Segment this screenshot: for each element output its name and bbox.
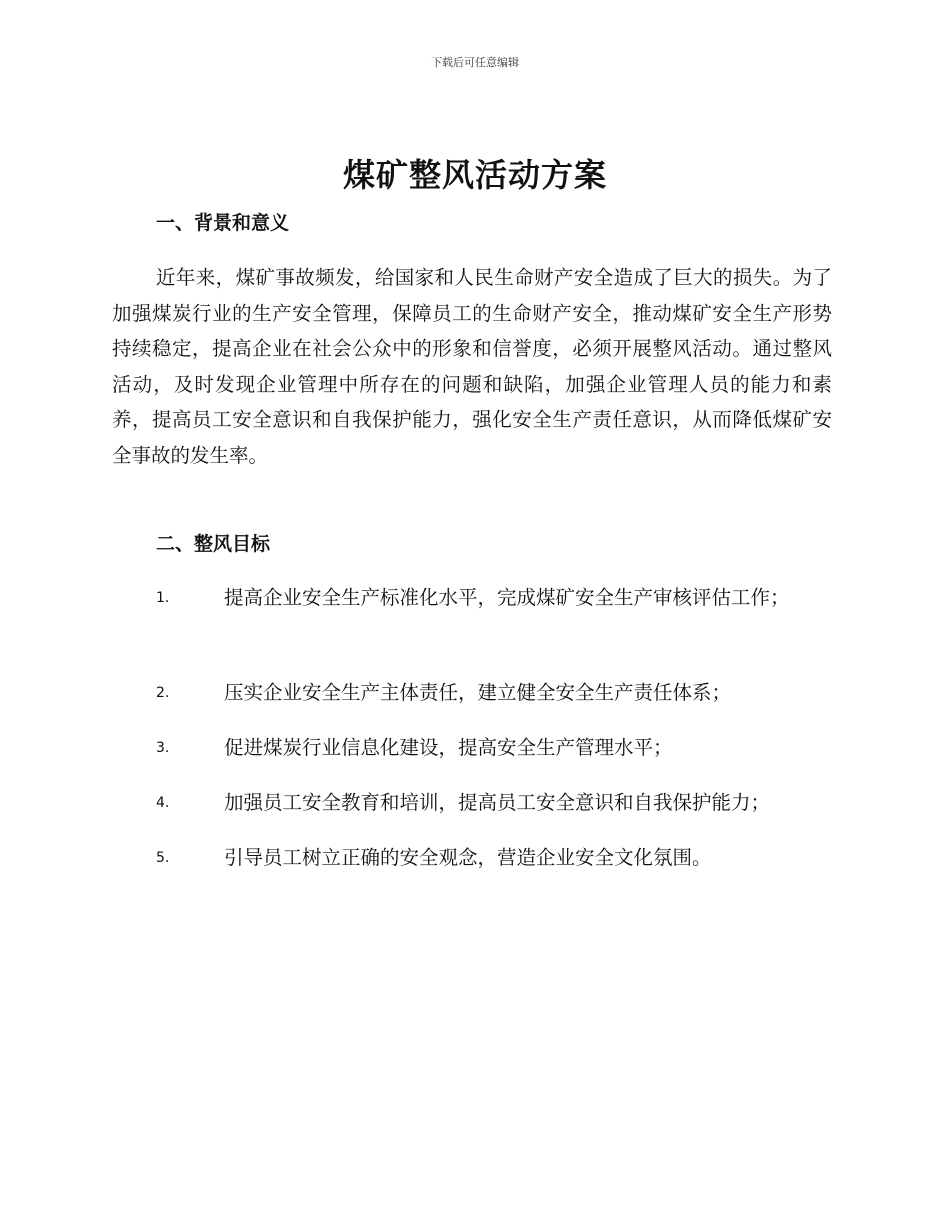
goal-list-item — [112, 838, 832, 878]
goal-text: 加强员工安全教育和培训，提高员工安全意识和自我保护能力； — [224, 791, 771, 814]
goal-list-item — [112, 578, 832, 618]
goal-number: 2. — [156, 685, 170, 701]
goal-text: 提高企业安全生产标准化水平，完成煤矿安全生产审核评估工作； — [224, 586, 790, 609]
goal-number: 3. — [156, 740, 170, 756]
goal-text: 促进煤炭行业信息化建设，提高安全生产管理水平； — [224, 736, 673, 759]
document-title: 煤矿整风活动方案 — [342, 156, 607, 194]
goal-text: 压实企业安全生产主体责任，建立健全安全生产责任体系； — [224, 681, 732, 704]
goal-list-item — [112, 673, 832, 713]
section-heading-goals: 二、整风目标 — [156, 533, 271, 555]
goal-number: 4. — [156, 795, 170, 811]
goal-text: 引导员工树立正确的安全观念，营造企业安全文化氛围。 — [224, 846, 712, 869]
goal-list-item — [112, 783, 832, 823]
section-heading-background: 一、背景和意义 — [156, 212, 290, 234]
goal-number: 5. — [156, 850, 170, 866]
header-note: 下载后可任意编辑 — [431, 56, 519, 69]
goal-number: 1. — [156, 590, 170, 606]
goal-list-item — [112, 728, 832, 768]
background-paragraph: 近年来，煤矿事故频发，给国家和人民生命财产安全造成了巨大的损失。为了加强煤炭行业的生产安全管理，保障员工的生命财产安全，推动煤矿安全生产形势持续稳定，提高企业在社会公众中的形象和信誉度，必须开展整风活动。通过整风活动，及时发现企业管理中所存在的问题和缺陷，加强企业管理人员的能力和素养，提高员工安全意识和自我保护能力，强化安全生产责任意识，从而降低煤矿安全事故的发生率。 — [112, 266, 832, 467]
